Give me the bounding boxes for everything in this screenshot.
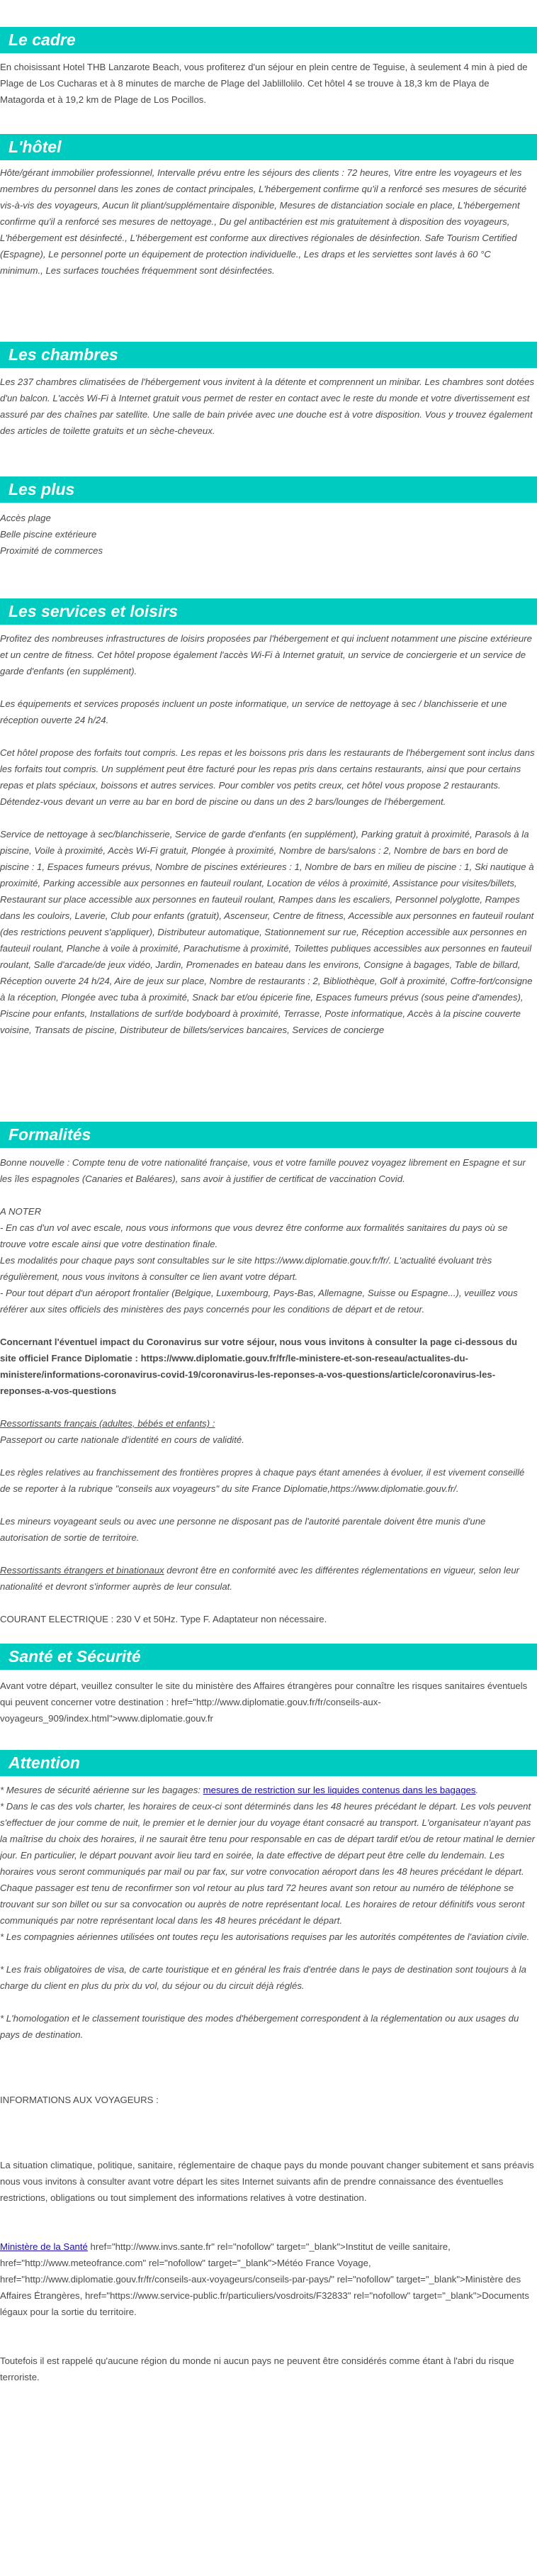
section-header-plus: Les plus <box>0 476 537 503</box>
attention-info-heading: INFORMATIONS AUX VOYAGEURS : <box>0 2095 159 2105</box>
formalites-note-line: - Pour tout départ d'un aéroport frontalier (Belgique, Luxembourg, Pays-Bas, Allemagne, Suisse ou Espagne...), veuillez vous référer aux sites officiels des ministères des pays concernés pour les conditions de départ et de retour. <box>0 1288 518 1315</box>
attention-mesures-prefix: * Mesures de sécurité aérienne sur les bagages: <box>0 1785 203 1795</box>
section-header-chambres: Les chambres <box>0 342 537 368</box>
formalites-intro: Bonne nouvelle : Compte tenu de votre nationalité française, vous et votre famille pouvez voyagez librement en Espagne et sur les îles espagnoles (Canaries et Baléares), sans avoir à justifier de certificat de vaccination Covid. <box>0 1157 526 1184</box>
chambres-text: Les 237 chambres climatisées de l'hébergement vous invitent à la détente et comprennent un minibar. Les chambres sont dotées d'un balcon. L'accès Wi-Fi à Internet gratuit vous permet de rester en contact avec le reste du monde et votre divertissement est assuré par des chaînes par satellite. Une salle de bain privée avec une douche est à votre disposition. Vous y trouvez également des articles de toilette gratuits et un sèche-cheveux. <box>0 377 535 436</box>
ministere-sante-link[interactable]: Ministère de la Santé <box>0 2241 88 2252</box>
section-header-hotel: L'hôtel <box>0 134 537 160</box>
attention-mesures-suffix: . <box>475 1785 479 1795</box>
formalites-ressortissants-text: Passeport ou carte nationale d'identité en cours de validité. <box>0 1434 244 1445</box>
attention-links-text: href="http://www.invs.sante.fr" rel="nofollow" target="_blank">Institut de veille sanitaire, href="http://www.meteofrance.com" rel="nofollow" target="_blank">Météo France Voyage, href="http://www.diplomatie.gouv.fr/fr/conseils-aux-voyageurs/conseils-par-pays/" rel="nofollow" target="_blank">Ministère des Affaires Étrangères, href="https://www.service-public.fr/particuliers/vosdroits/F32833" rel="nofollow" target="_blank">Documents légaux pour la sortie du territoire. <box>0 2241 529 2317</box>
loisirs-intro: Profitez des nombreuses infrastructures de loisirs proposées par l'hébergement et qui incluent notamment une piscine extérieure et un centre de fitness. Cet hôtel propose également l'accès Wi-Fi à Internet gratuit, un service de conciergerie et un service de garde d'enfants (en supplément). <box>0 633 532 676</box>
sante-section <box>0 1678 536 1727</box>
attention-section <box>0 1782 536 2385</box>
section-header-formalites: Formalités <box>0 1122 537 1148</box>
attention-compagnies: * Les compagnies aériennes utilisées ont toutes reçu les autorisations requises par les autorités compétentes de l'aviation civile. <box>0 1931 530 1942</box>
section-header-attention: Attention <box>0 1750 537 1776</box>
attention-links <box>0 2238 536 2320</box>
mesures-restriction-link[interactable]: mesures de restriction sur les liquides contenus dans les bagages <box>203 1785 476 1795</box>
cadre-section <box>0 59 536 108</box>
attention-vols: * Dans le cas des vols charter, les horaires de ceux-ci sont déterminés dans les 48 heures précédant le départ. Les vols peuvent s'effectuer de jour comme de nuit, le premier et le dernier jour du voyage étant consacré au transport. L'organisateur n'ayant pas la maîtrise du choix des horaires, il ne saurait être tenu pour responsable en cas de départ tardif et/ou de retour matinal le dernier jour. En particulier, le départ pouvant avoir lieu tard en soirée, la date effective de départ peut être celle du lendemain. Les horaires vous seront communiqués par mail ou par fax, sur votre convocation aéroport dans les 48 heures précédant le départ. Chaque passager est tenu de reconfirmer son vol retour au plus tard 72 heures avant son retour au numéro de téléphone se trouvant sur son billet ou sur sa convocation ou auprès de notre représentant local. Les horaires de retour définitifs vous seront communiqués par notre représentant local dans les 48 heures précédant le départ. <box>0 1801 536 1926</box>
plus-item: Belle piscine extérieure <box>0 529 97 540</box>
formalites-courant: COURANT ELECTRIQUE : 230 V et 50Hz. Type F. Adaptateur non nécessaire. <box>0 1614 327 1624</box>
formalites-note-line: Les modalités pour chaque pays sont consultables sur le site https://www.diplomatie.gouv.fr/fr/. L'actualité évoluant très régulièrement, nous vous invitons à consulter ce lien avant votre départ. <box>0 1255 492 1282</box>
formalites-ressortissants-heading: Ressortissants français (adultes, bébés et enfants) : <box>0 1418 215 1429</box>
formalites-coronavirus: Concernant l'éventuel impact du Coronavirus sur votre séjour, nous vous invitons à consulter la page ci-dessous du site officiel France Diplomatie : https://www.diplomatie.gouv.fr/fr/le-ministere-et-son-reseau/actualites-du-ministere/informations-coronavirus-covid-19/coronavirus-les-reponses-a-vos-questions/article/coronavirus-les-reponses-a-vos-questions <box>0 1337 518 1396</box>
loisirs-restauration: Cet hôtel propose des forfaits tout compris. Les repas et les boissons pris dans les restaurants de l'hébergement sont inclus dans les forfaits tout compris. Un supplément peut être facturé pour les repas pris dans certains restaurants, ainsi que pour certains repas et plats spéciaux, boissons et autres services. Pour combler vos petits creux, cet hôtel vous propose 2 restaurants. Détendez-vous devant un verre au bar en bord de piscine ou dans un des 2 bars/lounges de l'hébergement. <box>0 747 535 807</box>
attention-mesures <box>0 1782 536 1798</box>
attention-homologation: * L'homologation et le classement touristique des modes d'hébergement correspondent à la réglementation ou aux usages du pays de destination. <box>0 2013 519 2040</box>
formalites-note-heading: A NOTER <box>0 1206 42 1217</box>
formalites-etrangers <box>0 1562 536 1595</box>
loisirs-equipements: Les équipements et services proposés incluent un poste informatique, un service de nettoyage à sec / blanchisserie et une réception ouverte 24 h/24. <box>0 698 507 725</box>
formalites-note-line: - En cas d'un vol avec escale, nous vous informons que vous devrez être conforme aux formalités sanitaires du pays où se trouve votre escale ainsi que votre destination finale. <box>0 1222 508 1249</box>
plus-section <box>0 510 536 559</box>
loisirs-liste: Service de nettoyage à sec/blanchisserie, Service de garde d'enfants (en supplément), Parking gratuit à proximité, Parasols à la piscine, Voile à proximité, Accès Wi-Fi gratuit, Plongée à proximité, Nombre de bars/salons : 2, Nombre de bars en bord de piscine : 1, Espaces fumeurs prévus, Nombre de piscines extérieures : 1, Nombre de bars en milieu de piscine : 1, Ski nautique à proximité, Parking accessible aux personnes en fauteuil roulant, Location de vélos à proximité, Assistance pour visites/billets, Restaurant sur place accessible aux personnes en fauteuil roulant, Rampes dans les escaliers, Personnel polyglotte, Rampes dans les couloirs, Laverie, Club pour enfants (gratuit), Ascenseur, Centre de fitness, Accessible aux personnes en fauteuil roulant (des restrictions peuvent s'appliquer), Distributeur automatique, Stationnement sur rue, Réception accessible aux personnes en fauteuil roulant, Planche à voile à proximité, Parachutisme à proximité, Toilettes publiques accessibles aux personnes en fauteuil roulant, Salle d'arcade/de jeux vidéo, Jardin, Promenades en bateau dans les environs, Consigne à bagages, Table de billard, Réception ouverte 24 h/24, Aire de jeux sur place, Nombre de restaurants : 2, Bibliothèque, Golf à proximité, Coffre-fort/consigne à la réception, Plongée avec tuba à proximité, Snack bar et/ou épicerie fine, Espaces fumeurs prévus (sous peine d'amendes), Piscine pour enfants, Installations de surf/de bodyboard à proximité, Terrasse, Poste informatique, Accès à la piscine couverte voisine, Transats de piscine, Distributeur de billets/services bancaires, Services de concierge <box>0 829 534 1035</box>
plus-item: Accès plage <box>0 513 51 523</box>
formalites-etrangers-heading: Ressortissants étrangers et binationaux <box>0 1565 164 1576</box>
formalites-etrangers-text: devront être en conformité avec les différentes réglementations en vigueur, selon leur nationalité et devront s'informer auprès de leur consulat. <box>0 1565 520 1592</box>
section-header-loisirs: Les services et loisirs <box>0 598 537 625</box>
loisirs-section <box>0 630 536 1038</box>
section-header-cadre: Le cadre <box>0 27 537 53</box>
section-header-sante: Santé et Sécurité <box>0 1644 537 1670</box>
hotel-text: Hôte/gérant immobilier professionnel, Intervalle prévu entre les séjours des clients : 72 heures, Vitre entre les voyageurs et les membres du personnel dans les zones de contact principales, L'hébergement confirme qu'il a renforcé ses mesures de sécurité vis-à-vis des voyageurs, Aucun lit pliant/supplémentaire disponible, Mesures de distanciation sociale en place, L'hébergement confirme qu'il a renforcé ses mesures de nettoyage., Du gel antibactérien est mis gratuitement à disposition des voyageurs, L'hébergement est désinfecté., L'hébergement est conforme aux directives régionales de désinfection. Safe Tourism Certified (Espagne), Le personnel porte un équipement de protection individuelle., Les draps et les serviettes sont lavés à 60 °C minimum., Les surfaces touchées fréquemment sont désinfectées. <box>0 167 527 276</box>
chambres-section <box>0 374 536 439</box>
attention-terrorisme: Toutefois il est rappelé qu'aucune région du monde ni aucun pays ne peuvent être considérés comme étant à l'abri du risque terroriste. <box>0 2355 514 2382</box>
formalites-mineurs: Les mineurs voyageant seuls ou avec une personne ne disposant pas de l'autorité parentale doivent être munis d'une autorisation de sortie de territoire. <box>0 1516 486 1543</box>
sante-text: Avant votre départ, veuillez consulter le site du ministère des Affaires étrangères pour connaître les risques sanitaires éventuels qui peuvent concerner votre destination : href="http://www.diplomatie.gouv.fr/fr/conseils-aux-voyageurs_909/index.html">www.diplomatie.gouv.fr <box>0 1680 528 1724</box>
attention-situation: La situation climatique, politique, sanitaire, réglementaire de chaque pays du monde pouvant changer subitement et sans préavis nous vous invitons à consulter avant votre départ les sites Internet suivants afin de prendre connaissance des éventuelles restrictions, obligations ou tout simplement des informations relatives à votre destination. <box>0 2160 534 2203</box>
hotel-section <box>0 165 536 279</box>
plus-item: Proximité de commerces <box>0 545 103 556</box>
cadre-text: En choisissant Hotel THB Lanzarote Beach, vous profiterez d'un séjour en plein centre de Teguise, à seulement 4 min à pied de Plage de Los Cucharas et à 8 minutes de marche de Plage del Jablillolilo. Cet hôtel 4 se trouve à 18,3 km de Playa de Matagorda et à 19,2 km de Plage de Los Pocillos. <box>0 62 528 105</box>
formalites-regles: Les règles relatives au franchissement des frontières propres à chaque pays étant amenées à évoluer, il est vivement conseillé de se reporter à la rubrique "conseils aux voyageurs" du site France Diplomatie,https://www.diplomatie.gouv.fr/. <box>0 1467 525 1494</box>
formalites-section <box>0 1154 536 1627</box>
attention-frais: * Les frais obligatoires de visa, de carte touristique et en général les frais d'entrée dans le pays de destination sont toujours à la charge du client en plus du prix du vol, du séjour ou du circuit déjà réglés. <box>0 1964 526 1991</box>
